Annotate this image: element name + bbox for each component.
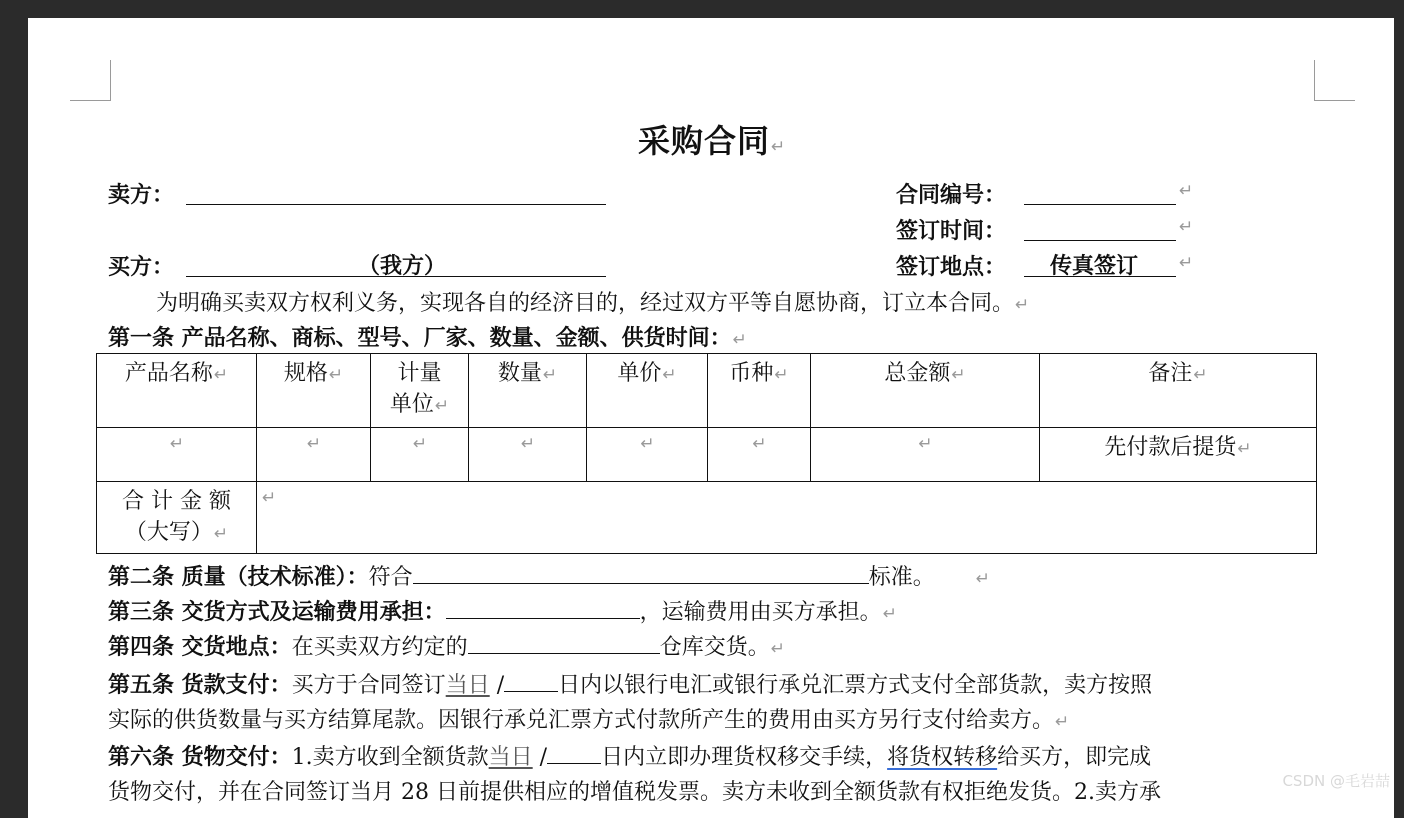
header-cell: 总金额↵ xyxy=(811,354,1040,428)
contract-no-blank xyxy=(1024,184,1176,205)
crop-mark-top-right xyxy=(1314,60,1355,101)
table-cell[interactable]: ↵ xyxy=(257,428,371,482)
sign-time-blank xyxy=(1024,220,1176,241)
header-cell: 备注↵ xyxy=(1040,354,1317,428)
crop-mark-top-left xyxy=(70,60,111,101)
warehouse-blank xyxy=(468,633,660,654)
sign-place-value: 传真签订 xyxy=(1050,253,1139,279)
intro-paragraph: 为明确买卖双方权利义务，实现各自的经济目的，经过双方平等自愿协商，订立本合同。↵ xyxy=(156,291,1030,316)
quality-blank xyxy=(413,563,869,584)
table-cell-note[interactable]: 先付款后提货↵ xyxy=(1040,428,1317,482)
table-cell[interactable]: ↵ xyxy=(587,428,708,482)
table-cell[interactable]: ↵ xyxy=(811,428,1040,482)
article-5-line-2: 实际的供货数量与买方结算尾款。因银行承兑汇票方式付款所产生的费用由买方另行支付给卖方。↵ xyxy=(108,708,1070,733)
article-6: 第六条 货物交付：1.卖方收到全额货款当日 / 日内立即办理货权移交手续，将货权转移给买方，即完成 xyxy=(108,744,1152,770)
header-cell: 单价↵ xyxy=(587,354,708,428)
header-cell: 数量↵ xyxy=(469,354,587,428)
contract-no-label: 合同编号： xyxy=(896,182,1007,208)
document-page: 采购合同↵ 卖方： 买方： （我方） 合同编号： ↵ 签订时间： ↵ 签订地点： 传真签订 ↵ 为明确买卖双方权利义务，实现各自的经济目的，经过双方平等自愿协商，订立本合同。↵ 第一条 产品名称、商标、型号、厂家、数量、金额、供货时间：↵ 产品名称↵ 规格↵ 计量 单位↵ 数量↵ 单价↵ 币种↵ 总金额↵ 备注↵ ↵ ↵ ↵ ↵ ↵ ↵ ↵ 先付款后提货↵ 合 计 金 额 （大写）↵ ↵ 第二条 质量（技术标准）：符合 标准。 ↵ 第三条 交货方式及运输费用承担： ，运输费用由买方承担。↵ 第四条 交货地点：在买卖双方约定的 仓库交货。↵ 第五条 货款支付：买方于合同签订当日 / 日内以银行电汇或银行承兑汇票方式支付全部货款，卖方按照 实际的供货数量与买方结算尾款。因银行承兑汇票方式付款所产生的费用由买方另行支付给卖方。↵ 第六条 货物交付：1.卖方收到全额货款当日 / 日内立即办理货权移交手续，将货权转移给买方，即完成 货物交付，并在合同签订当月 28 日前提供相应的增值税发票。卖方未收到全额货款有权拒绝发货。2.卖方承 xyxy=(28,18,1394,818)
document-title: 采购合同↵ xyxy=(638,122,787,160)
watermark: CSDN @毛岩喆 xyxy=(1282,772,1390,790)
sign-time-label: 签订时间： xyxy=(896,218,1007,244)
article-2: 第二条 质量（技术标准）：符合 标准。 ↵ xyxy=(108,564,990,590)
header-cell: 计量 单位↵ xyxy=(371,354,469,428)
header-cell: 币种↵ xyxy=(708,354,811,428)
buyer-note: （我方） xyxy=(358,253,447,279)
table-header-row xyxy=(97,354,1317,428)
delivery-days-blank xyxy=(547,743,601,764)
table-cell[interactable]: ↵ xyxy=(97,428,257,482)
table-row xyxy=(97,428,1317,482)
payment-days-blank xyxy=(504,671,558,692)
table-cell[interactable]: ↵ xyxy=(371,428,469,482)
table-total-row xyxy=(97,482,1317,554)
article-6-line-2: 货物交付，并在合同签订当月 28 日前提供相应的增值税发票。卖方未收到全额货款有权拒绝发货。2.卖方承 xyxy=(108,780,1161,805)
article-1-heading: 第一条 产品名称、商标、型号、厂家、数量、金额、供货时间：↵ xyxy=(108,325,747,351)
article-4: 第四条 交货地点：在买卖双方约定的 仓库交货。↵ xyxy=(108,634,785,660)
product-table xyxy=(96,353,1317,554)
delivery-method-blank xyxy=(446,598,640,619)
total-label-cell: 合 计 金 额 （大写）↵ xyxy=(97,482,257,554)
header-cell: 产品名称↵ xyxy=(97,354,257,428)
table-cell[interactable]: ↵ xyxy=(708,428,811,482)
buyer-label: 买方： xyxy=(108,254,175,280)
article-5: 第五条 货款支付：买方于合同签订当日 / 日内以银行电汇或银行承兑汇票方式支付全部货款，卖方按照 xyxy=(108,672,1153,698)
article-3: 第三条 交货方式及运输费用承担： ，运输费用由买方承担。↵ xyxy=(108,599,897,625)
header-cell: 规格↵ xyxy=(257,354,371,428)
seller-label: 卖方： xyxy=(108,182,175,208)
table-cell[interactable]: ↵ xyxy=(469,428,587,482)
sign-place-label: 签订地点： xyxy=(896,254,1007,280)
seller-blank xyxy=(186,184,606,205)
total-amount-cell[interactable]: ↵ xyxy=(257,482,1317,554)
